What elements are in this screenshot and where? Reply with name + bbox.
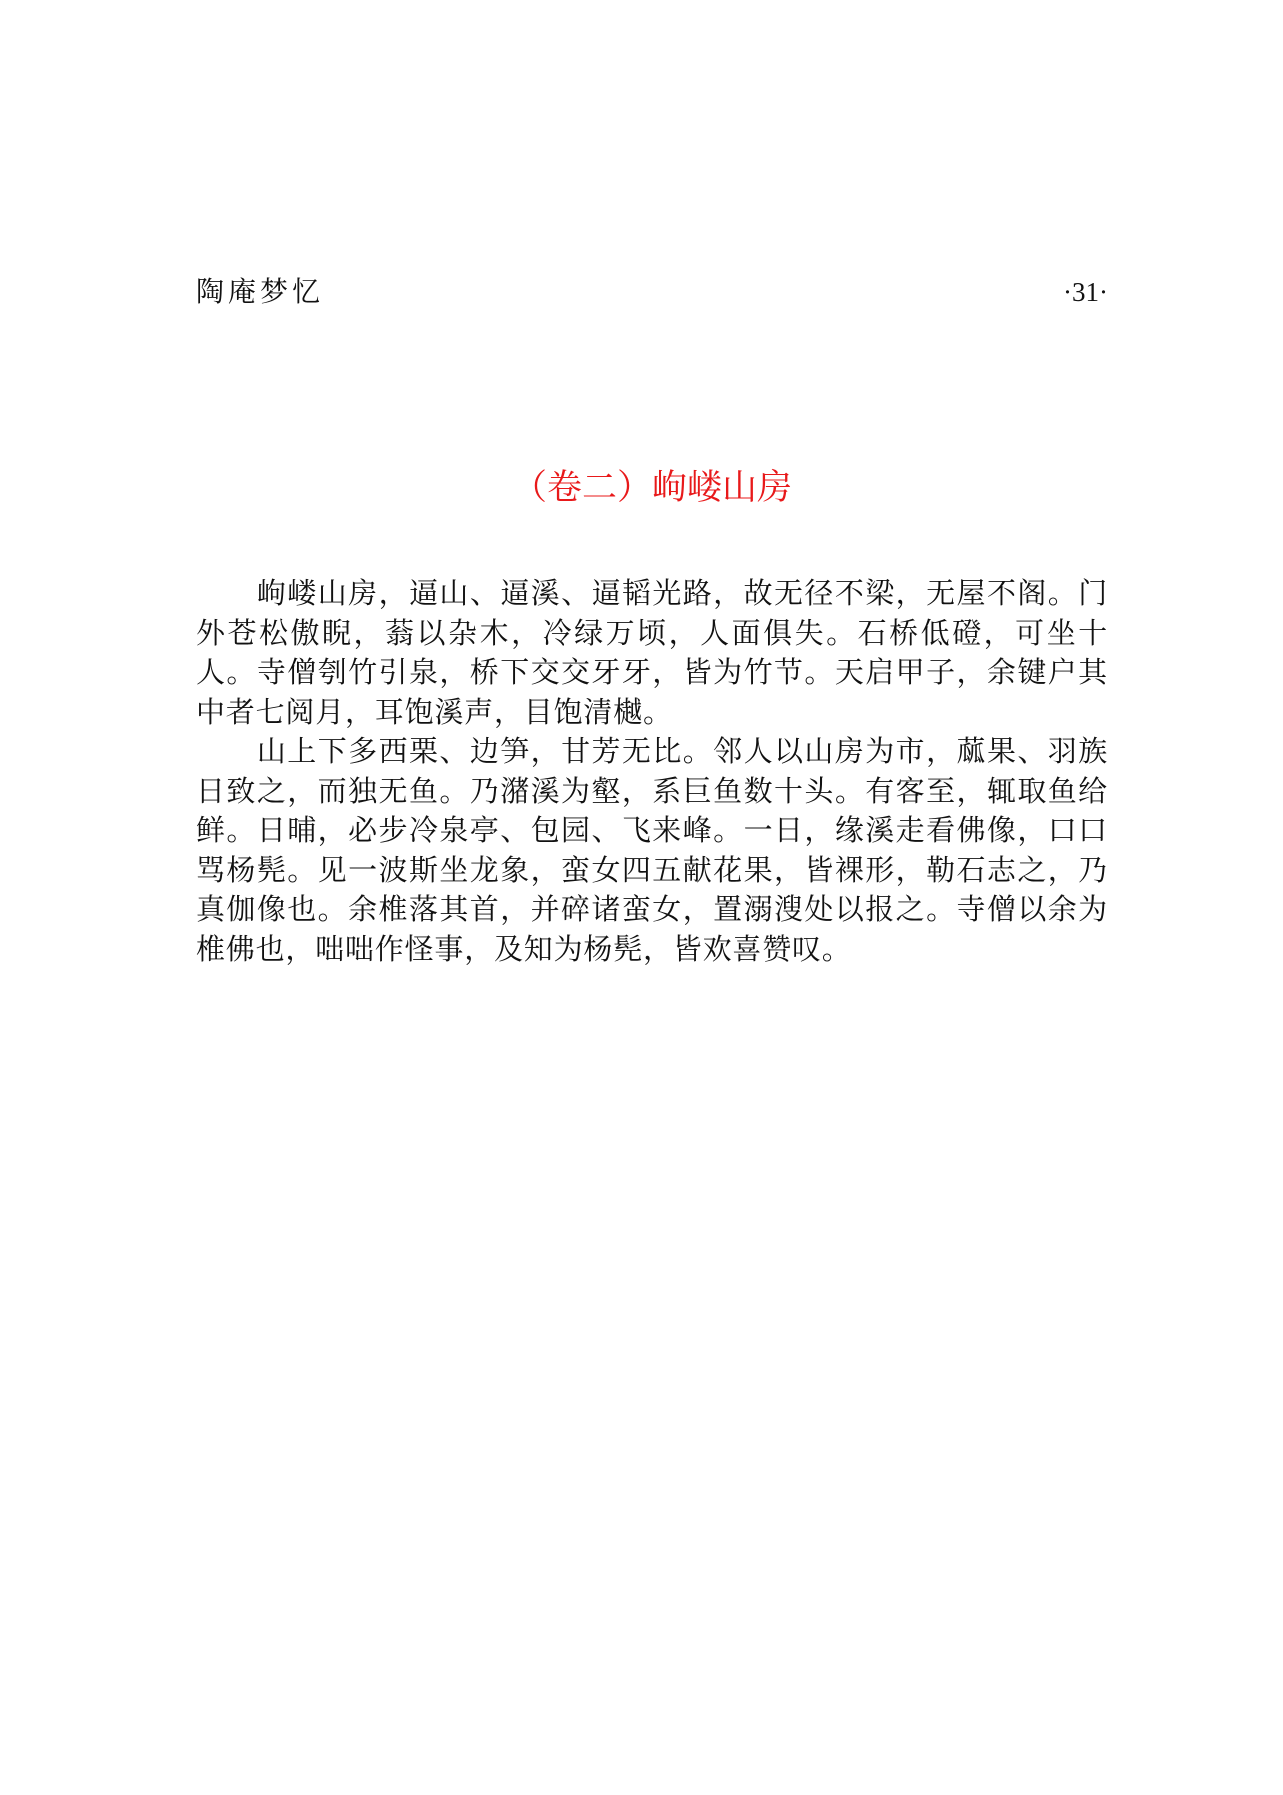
running-header [196, 272, 1108, 312]
book-title: 陶庵梦忆 [196, 275, 325, 308]
paragraph-1: 岣嵝山房，逼山、逼溪、逼韬光路，故无径不梁，无屋不阁。门外苍松傲睨，蓊以杂木，冷绿万顷，人面俱失。石桥低磴，可坐十人。寺僧刳竹引泉，桥下交交牙牙，皆为竹节。天启甲子，余键户其中者七阅月，耳饱溪声，目饱清樾。 [196, 576, 1108, 729]
page-number: ·31· [1063, 277, 1108, 307]
chapter-title: （卷二）岣嵝山房 [511, 468, 792, 508]
body-text [196, 574, 1108, 969]
paragraph-2: 山上下多西栗、边笋，甘芳无比。邻人以山房为市，蓏果、羽族日致之，而独无鱼。乃潴溪为壑，系巨鱼数十头。有客至，辄取鱼给鲜。日晡，必步冷泉亭、包园、飞来峰。一日，缘溪走看佛像，口口骂杨髡。见一波斯坐龙象，蛮女四五献花果，皆裸形，勒石志之，乃真伽像也。余椎落其首，并碎诸蛮女，置溺溲处以报之。寺僧以余为椎佛也，咄咄作怪事，及知为杨髡，皆欢喜赞叹。 [196, 734, 1108, 966]
